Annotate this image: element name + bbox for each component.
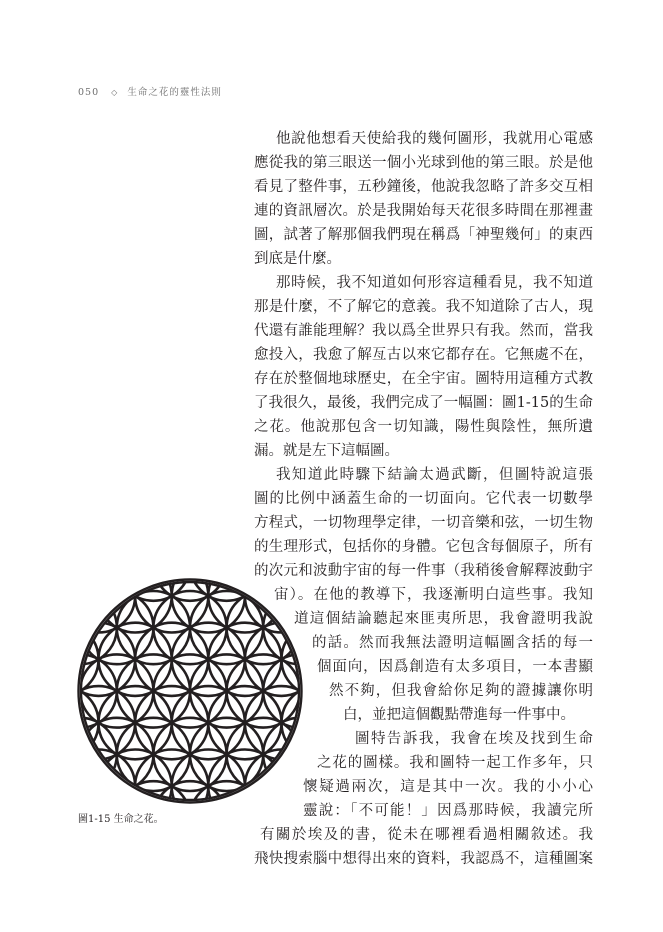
- flower-of-life-icon: [76, 577, 304, 805]
- text-line: 代還有誰能理解？我以爲全世界只有我。然而，當我: [254, 323, 593, 339]
- text-line: 的生理形式，包括你的身體。它包含每個原子，所有: [254, 539, 593, 555]
- text-line: 飛快搜索腦中想得出來的資料，我認爲不，這種圖案: [254, 851, 593, 867]
- text-line: 然不夠，但我會給你足夠的證據讓你明: [329, 683, 593, 699]
- text-line: 白，並把這個觀點帶進每一件事中。: [343, 707, 575, 723]
- text-line: 看見了整件事，五秒鐘後，他說我忽略了許多交互相: [254, 179, 593, 195]
- page-number: 050: [78, 87, 100, 98]
- text-line: 道這個結論聽起來匪夷所思，我會證明我說: [294, 611, 593, 627]
- text-line: 之花的圖樣。我和圖特一起工作多年，只: [317, 755, 593, 771]
- text-line: 之花。他說那包含一切知識，陽性與陰性，無所遺: [254, 419, 593, 435]
- running-header: [78, 84, 222, 98]
- petal-circle: [76, 718, 117, 791]
- text-line: 漏。就是左下這幅圖。: [254, 443, 399, 459]
- text-line: 圖的比例中涵蓋生命的一切面向。它代表一切數學: [254, 491, 593, 507]
- text-line: 的話。然而我無法證明這幅圖含括的每一: [312, 635, 593, 651]
- hollow-diamond-icon: ◇: [111, 88, 119, 97]
- petal-circle: [263, 591, 304, 664]
- text-line: 應從我的第三眼送一個小光球到他的第三眼。於是他: [254, 155, 593, 171]
- text-line: 圖特告訴我，我會在埃及找到生命: [355, 731, 593, 747]
- book-title: 生命之花的靈性法則: [127, 87, 222, 98]
- text-line: 我知道此時驟下結論太過武斷，但圖特說這張: [276, 467, 593, 483]
- figure-1-15: [76, 577, 304, 805]
- text-line: 的次元和波動宇宙的每一件事（我稍後會解釋波動宇: [254, 563, 593, 579]
- text-line: 連的資訊層次。於是我開始每天花很多時間在那裡畫: [254, 203, 593, 219]
- petal-circle: [263, 718, 304, 791]
- text-line: 宙）。在他的教導下，我逐漸明白這些事。我知: [274, 587, 593, 603]
- text-line: 個面向，因爲創造有太多項目，一本書顯: [317, 659, 593, 675]
- text-line: 那是什麼，不了解它的意義。我不知道除了古人，現: [254, 299, 593, 315]
- text-line: 愈投入，我愈了解亙古以來它都存在。它無處不在，: [254, 347, 593, 363]
- petal-circle: [76, 591, 117, 664]
- text-line: 到底是什麼。: [254, 251, 341, 267]
- text-line: 方程式，一切物理學定律，一切音樂和弦，一切生物: [254, 515, 593, 531]
- figure-caption: 圖1-15 生命之花。: [78, 814, 164, 825]
- text-line: 靈說：「不可能！」因爲那時候，我讀完所: [303, 803, 593, 819]
- text-line: 他說他想看天使給我的幾何圖形，我就用心電感: [276, 131, 593, 147]
- text-line: 懷疑過兩次，這是其中一次。我的小小心: [303, 779, 593, 795]
- text-line: 了我很久，最後，我們完成了一幅圖：圖1-15的生命: [254, 395, 593, 411]
- text-line: 有關於埃及的書，從未在哪裡看過相關敘述。我: [260, 827, 593, 843]
- text-line: 圖，試著了解那個我們現在稱爲「神聖幾何」的東西: [254, 227, 593, 243]
- text-line: 那時候，我不知道如何形容這種看見，我不知道: [276, 275, 593, 291]
- text-line: 存在於整個地球歷史，在全宇宙。圖特用這種方式教: [254, 371, 593, 387]
